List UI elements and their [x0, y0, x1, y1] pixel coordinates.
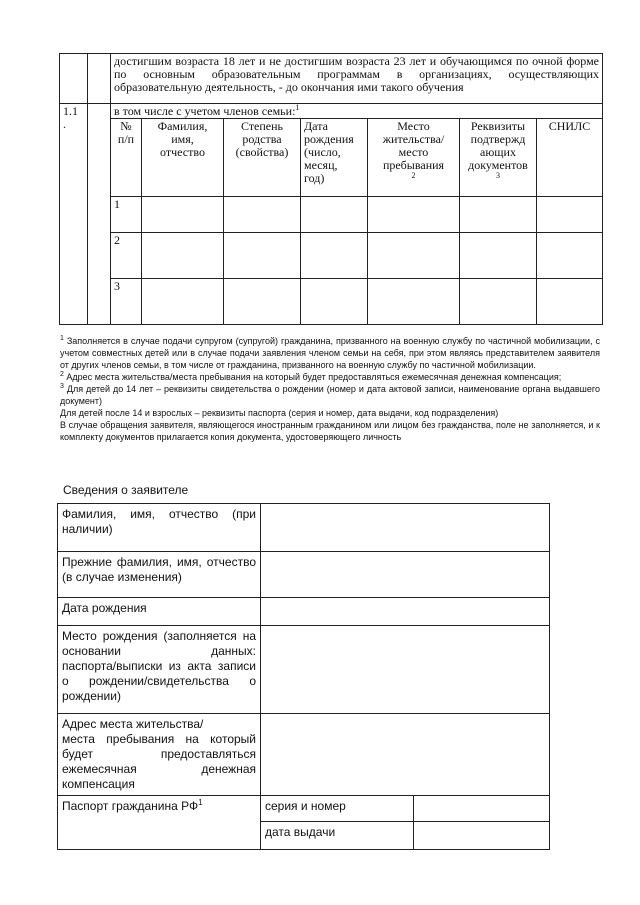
applicant-table: [57, 503, 550, 850]
header-relation: [224, 119, 301, 197]
cell-docs[interactable]: [460, 233, 537, 279]
header-docs-line: подтвержд: [470, 132, 526, 146]
cell-snils[interactable]: [537, 197, 603, 233]
section-label: в том числе с учетом членов семьи:: [114, 104, 296, 118]
table-row: [60, 233, 603, 279]
cell-snils[interactable]: [537, 233, 603, 279]
footnote-3-adults: Для детей после 14 и взрослых – реквизиты паспорта (серия и номер, дата выдачи, код подразделения): [60, 408, 499, 418]
section-label-cell: [111, 104, 603, 119]
footnote-3-foreigners: В случае обращения заявителя, являющегося иностранным гражданином или лицом без гражданства, поле не заполняется, и к комплекту документов прилагается копия документа, удостоверяющего личность: [60, 420, 600, 442]
footnote-text: Заполняется в случае подачи супругом (супругой) гражданина, призванного на военную службу по частичной мобилизации, с учетом совместных детей или в случае подачи заявления членом семьи на себя, при этом являясь представителем заявителя от других членов семьи, в том числе от гражданина, призванного на военную службу по частичной мобилизации.: [60, 336, 600, 370]
row-index: 2: [111, 233, 142, 279]
header-fio: [142, 119, 224, 197]
row-index: 3: [111, 279, 142, 325]
input-former-fio[interactable]: [261, 552, 550, 598]
label-passport-date: дата выдачи: [261, 822, 414, 850]
footnote-2: [60, 371, 600, 383]
header-fio-line: имя,: [171, 132, 194, 146]
row-number-cell: [60, 104, 88, 325]
header-residence-line: пребывания: [382, 158, 445, 172]
label-line: наличии): [62, 522, 113, 536]
cell-fio[interactable]: [142, 197, 224, 233]
footnote-ref-1: 1: [295, 103, 300, 112]
cell-residence[interactable]: [368, 233, 460, 279]
cell-docs[interactable]: [460, 279, 537, 325]
footnote-ref-1: 1: [198, 798, 203, 807]
footnote-mark: 2: [60, 371, 64, 378]
applicant-section-title: Сведения о заявителе: [63, 483, 189, 497]
header-relation-line: Степень: [240, 119, 284, 133]
footnote-ref-2: 2: [411, 171, 416, 180]
header-birth-line: Дата: [304, 119, 328, 133]
header-relation-line: родства: [242, 132, 282, 146]
label-line: Прежние фамилия, имя, отчество: [62, 555, 256, 569]
header-residence-line: Место: [397, 119, 430, 133]
cell-residence[interactable]: [368, 197, 460, 233]
footnote-mark: 3: [60, 383, 64, 390]
cell-birth[interactable]: [301, 233, 368, 279]
input-passport-series[interactable]: [414, 796, 550, 822]
header-num: [111, 119, 142, 197]
cell-birth[interactable]: [301, 197, 368, 233]
family-members-table: [59, 53, 603, 325]
header-residence: [368, 119, 460, 197]
label-line: места пребывания на который: [62, 732, 256, 746]
label-fio: [58, 504, 261, 552]
header-birth-line: (число,: [304, 145, 341, 159]
header-birth-line: рождения: [304, 132, 354, 146]
input-birth-place[interactable]: [261, 626, 550, 714]
cell-empty: [88, 104, 111, 325]
row-number-dot: .: [63, 117, 66, 131]
footnote-mark: 1: [60, 335, 64, 342]
cell-relation[interactable]: [224, 233, 301, 279]
header-fio-line: Фамилия,: [157, 119, 208, 133]
label-line: Место рождения (заполняется на: [62, 629, 256, 643]
continuation-text: достигшим возраста 18 лет и не достигшим возраста 23 лет и обучающимся по очной форме по основным образовательным программам в организациях, осуществляющих образовательную деятельность, - до окончания ими такого обучения: [111, 54, 603, 104]
label-passport-series: серия и номер: [261, 796, 414, 822]
row-index: 1: [111, 197, 142, 233]
label-line: ежемесячная денежная: [62, 762, 256, 776]
cell-relation[interactable]: [224, 279, 301, 325]
row-number: 1.1: [63, 104, 78, 118]
header-birth: [301, 119, 368, 197]
table-row: [60, 197, 603, 233]
label-line: Фамилия, имя, отчество (при: [62, 507, 256, 521]
header-relation-line: (свойства): [235, 145, 289, 159]
label-passport: [58, 796, 261, 850]
footnote-ref-3: 3: [496, 171, 500, 180]
header-residence-line: жительства/: [382, 132, 445, 146]
input-fio[interactable]: [261, 504, 550, 552]
header-residence-line: место: [398, 145, 429, 159]
footnote-3: [60, 383, 600, 407]
cell-fio[interactable]: [142, 279, 224, 325]
label-line: паспорта/выписки из акта записи: [62, 659, 256, 673]
cell-fio[interactable]: [142, 233, 224, 279]
header-birth-line: месяц,: [304, 158, 338, 172]
header-birth-line: год): [304, 171, 325, 185]
cell-empty: [88, 54, 111, 104]
label-line: (в случае изменения): [62, 570, 182, 584]
label-line: компенсация: [62, 777, 135, 791]
label-line: рождении): [62, 689, 121, 703]
footnote-text: Для детей до 14 лет – реквизиты свидетельства о рождении (номер и дата актовой записи, наименование органа выдавшего документ): [60, 384, 600, 406]
label-birth-date: Дата рождения: [58, 598, 261, 626]
label-birth-place: [58, 626, 261, 714]
header-docs-line: документов: [468, 158, 528, 172]
label-former-fio: [58, 552, 261, 598]
header-num-line: п/п: [117, 132, 135, 146]
label-line: основании данных:: [62, 644, 256, 658]
table-row: [60, 279, 603, 325]
label-line: о рождении/свидетельства о: [62, 674, 256, 688]
label-line: будет предоставляться: [62, 747, 256, 761]
label-address: [58, 714, 261, 796]
input-passport-date[interactable]: [414, 822, 550, 850]
footnotes: [60, 335, 600, 443]
header-docs-line: Реквизиты: [470, 119, 526, 133]
header-docs: [460, 119, 537, 197]
cell-relation[interactable]: [224, 197, 301, 233]
header-fio-line: отчество: [160, 145, 205, 159]
cell-docs[interactable]: [460, 197, 537, 233]
label-passport-text: Паспорт гражданина РФ: [62, 799, 199, 813]
cell-birth[interactable]: [301, 279, 368, 325]
footnote-1: [60, 335, 600, 371]
cell-snils[interactable]: [537, 279, 603, 325]
cell-residence[interactable]: [368, 279, 460, 325]
header-docs-line: ающих: [480, 145, 516, 159]
header-snils: СНИЛС: [537, 119, 603, 197]
header-num-line: №: [120, 119, 132, 133]
footnote-text: Адрес места жительства/места пребывания на который будет предоставляться ежемесячная денежная компенсация;: [66, 372, 562, 382]
cell-empty: [60, 54, 88, 104]
input-address[interactable]: [261, 714, 550, 796]
input-birth-date[interactable]: [261, 598, 550, 626]
label-line: Адрес места жительства/: [62, 717, 204, 731]
